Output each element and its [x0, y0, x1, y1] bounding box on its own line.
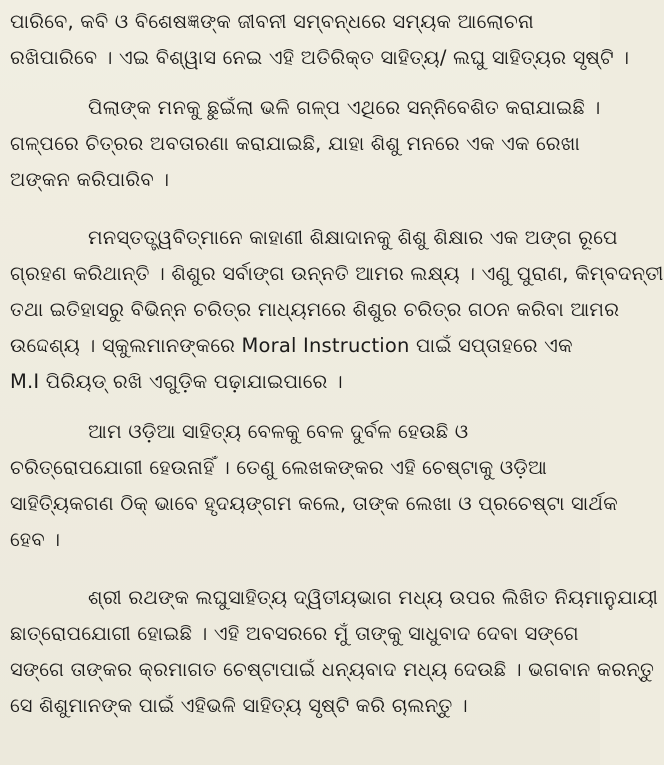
text-line: ସାହିତ୍ୟିକଗଣ ଠିକ୍ ଭାବେ ହୃଦୟଙ୍ଗମ କଲେ, ତାଙ୍କ ଲେଖା ଓ ପ୍ରଚେଷ୍ଟା ସାର୍ଥକ	[10, 492, 618, 515]
text-line: ପିଲାଙ୍କ ମନକୁ ଛୁଇଁଲା ଭଳି ଗଳ୍ପ ଏଥିରେ ସନ୍ନିବେଶିତ କରାଯାଇଛି ।	[88, 96, 601, 119]
text-line: ଗଳ୍ପରେ ଚିତ୍ରର ଅବତାରଣା କରାଯାଇଛି, ଯାହା ଶିଶୁ ମନରେ ଏକ ଏକ ରେଖା	[10, 132, 580, 155]
paragraph-4	[10, 414, 618, 558]
text-line: ପାରିବେ, କବି ଓ ବିଶେଷଜ୍ଞଙ୍କ ଜୀବନୀ ସମ୍ବନ୍ଧରେ ସମ୍ୟକ ଆଲୋଚନା	[10, 10, 534, 33]
text-line: ରଖିପାରିବେ । ଏଇ ବିଶ୍ୱାସ ନେଇ ଏହି ଅତିରିକ୍ତ ସାହିତ୍ୟ/ ଲଘୁ ସାହିତ୍ୟର ସୃଷ୍ଟି ।	[10, 46, 630, 69]
text-line: ଅଙ୍କନ କରିପାରିବ ।	[10, 168, 170, 191]
text-line: M.I ପିରିୟଡ୍ ରଖି ଏଗୁଡ଼ିକ ପଢ଼ାଯାଇପାରେ ।	[10, 370, 343, 393]
text-line: ଆମ ଓଡ଼ିଆ ସାହିତ୍ୟ ବେଳକୁ ବେଳ ଦୁର୍ବଳ ହେଉଛି ଓ	[88, 420, 469, 443]
text-line: ସେ ଶିଶୁମାନଙ୍କ ପାଇଁ ଏହିଭଳି ସାହିତ୍ୟ ସୃଷ୍ଟି କରି ଚାଲନ୍ତୁ ।	[10, 694, 468, 717]
text-line: ଛାତ୍ରୋପଯୋଗୀ ହୋଇଛି । ଏହି ଅବସରରେ ମୁଁ ତାଙ୍କୁ ସାଧୁବାଦ ଦେବା ସଙ୍ଗେ	[10, 622, 579, 645]
text-line: ତଥା ଇତିହାସରୁ ବିଭିନ୍ନ ଚରିତ୍ର ମାଧ୍ୟମରେ ଶିଶୁର ଚରିତ୍ର ଗଠନ କରିବା ଆମର	[10, 298, 620, 321]
paragraph-1	[10, 4, 630, 76]
text-line: ଉଦ୍ଦେଶ୍ୟ । ସ୍କୁଲମାନଙ୍କରେ Moral Instruction ପାଇଁ ସପ୍ତାହରେ ଏକ	[10, 334, 573, 357]
text-line: ସଙ୍ଗେ ତାଙ୍କର କ୍ରମାଗତ ଚେଷ୍ଟାପାଇଁ ଧନ୍ୟବାଦ ମଧ୍ୟ ଦେଉଛି । ଭଗବାନ କରନ୍ତୁ	[10, 658, 655, 681]
text-line: ହେବ ।	[10, 528, 61, 551]
text-line: ମନସ୍ତତ୍ତ୍ୱବିତ୍‌ମାନେ କାହାଣୀ ଶିକ୍ଷାଦାନକୁ ଶିଶୁ ଶିକ୍ଷାର ଏକ ଅଙ୍ଗ ରୂପେ	[88, 226, 618, 249]
text-line: ଚରିତ୍ରୋପଯୋଗୀ ହେଉନାହିଁ । ତେଣୁ ଲେଖକଙ୍କର ଏହି ଚେଷ୍ଟାକୁ ଓଡ଼ିଆ	[10, 456, 548, 479]
text-line: ଶ୍ରୀ ରଥଙ୍କ ଲଘୁସାହିତ୍ୟ ଦ୍ୱିତୀୟଭାଗ ମଧ୍ୟ ଉପର ଲିଖିତ ନିୟମାନୁଯାୟୀ	[88, 586, 659, 609]
paragraph-2	[10, 90, 601, 198]
paragraph-5	[10, 580, 659, 724]
paragraph-3	[10, 220, 664, 400]
text-line: ଗ୍ରହଣ କରିଥାନ୍ତି । ଶିଶୁର ସର୍ବାଙ୍ଗ ଉନ୍ନତି ଆମର ଲକ୍ଷ୍ୟ । ଏଣୁ ପୁରାଣ, କିମ୍ବଦନ୍ତୀ	[10, 262, 664, 285]
